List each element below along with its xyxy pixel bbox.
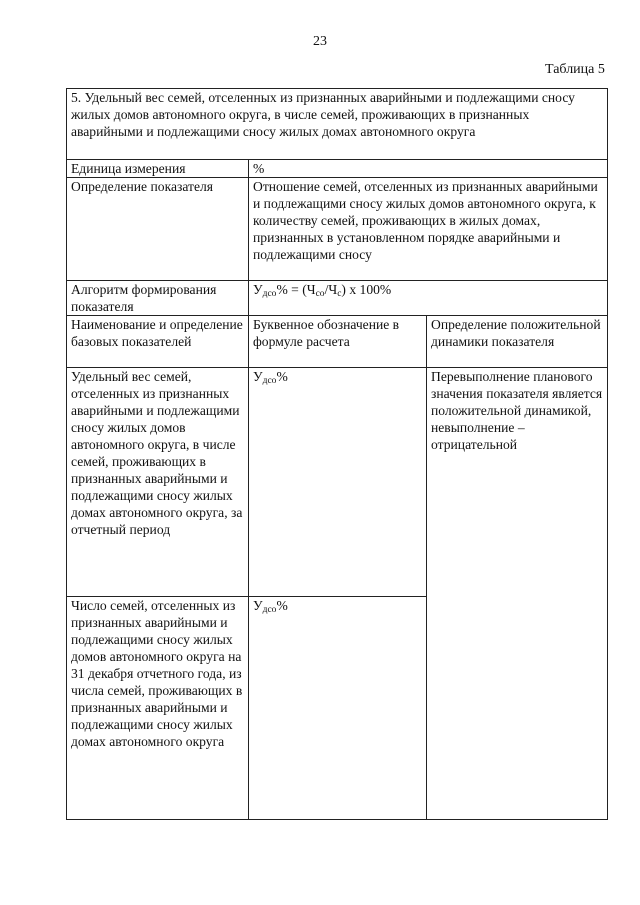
header-symbol: Буквенное обозначение в формуле расчета — [249, 316, 427, 368]
unit-value: % — [249, 160, 608, 178]
table-label: Таблица 5 — [545, 62, 605, 77]
formula-middle: % = (Ч — [276, 282, 316, 297]
formula-slash: /Ч — [324, 282, 338, 297]
row-1-symbol-tail: % — [276, 369, 288, 384]
unit-row — [67, 160, 608, 178]
row-1-name: Удельный вес семей, отселенных из признанных аварийными и подлежащими сносу жилых домов автономного округа, в числе семей, проживающих в признанных аварийными и подлежащими сносу жилых домах автономного округа, за отчетный период — [67, 368, 249, 597]
formula-u: У — [253, 282, 263, 297]
formula — [249, 281, 608, 316]
definition-label: Определение показателя — [67, 178, 249, 281]
row-1-symbol-sub: дсо — [262, 376, 277, 386]
indicator-title: 5. Удельный вес семей, отселенных из признанных аварийными и подлежащими сносу жилых домов автономного округа, в числе семей, проживающих в признанных аварийными и подлежащими сносу жилых домах автономного округа — [67, 89, 608, 160]
row-2-symbol-sub: дсо — [262, 605, 277, 615]
table-row — [67, 368, 608, 597]
row-1-symbol — [249, 368, 427, 597]
definition-row — [67, 178, 608, 281]
header-name: Наименование и определение базовых показателей — [67, 316, 249, 368]
page-number: 23 — [313, 34, 327, 49]
row-2-symbol-tail: % — [276, 598, 288, 613]
formula-ch-sub2: с — [337, 289, 342, 299]
definition-value: Отношение семей, отселенных из признанных аварийными и подлежащими сносу жилых домов автономного округа, к количеству семей, проживающих в жилых домах, признанных в установленном порядке аварийными и подлежащими сносу — [249, 178, 608, 281]
row-1-symbol-main: У — [253, 369, 263, 384]
formula-ch-sub1: со — [315, 289, 325, 299]
indicator-table — [66, 88, 608, 820]
header-dynamics: Определение положительной динамики показателя — [427, 316, 608, 368]
positive-dynamics: Перевыполнение планового значения показателя является положительной динамикой, невыполнение – отрицательной — [427, 368, 608, 820]
row-2-name: Число семей, отселенных из признанных аварийными и подлежащими сносу жилых домов автономного округа на 31 декабря отчетного года, из числа семей, проживающих в признанных аварийными и подлежащими сносу жилых домах автономного округа — [67, 597, 249, 820]
formula-tail: ) х 100% — [341, 282, 392, 297]
formula-u-sub: дсо — [262, 289, 277, 299]
algorithm-row — [67, 281, 608, 316]
row-2-symbol — [249, 597, 427, 820]
row-2-symbol-main: У — [253, 598, 263, 613]
title-row — [67, 89, 608, 160]
header-row — [67, 316, 608, 368]
algorithm-label: Алгоритм формирования показателя — [67, 281, 249, 316]
unit-label: Единица измерения — [67, 160, 249, 178]
